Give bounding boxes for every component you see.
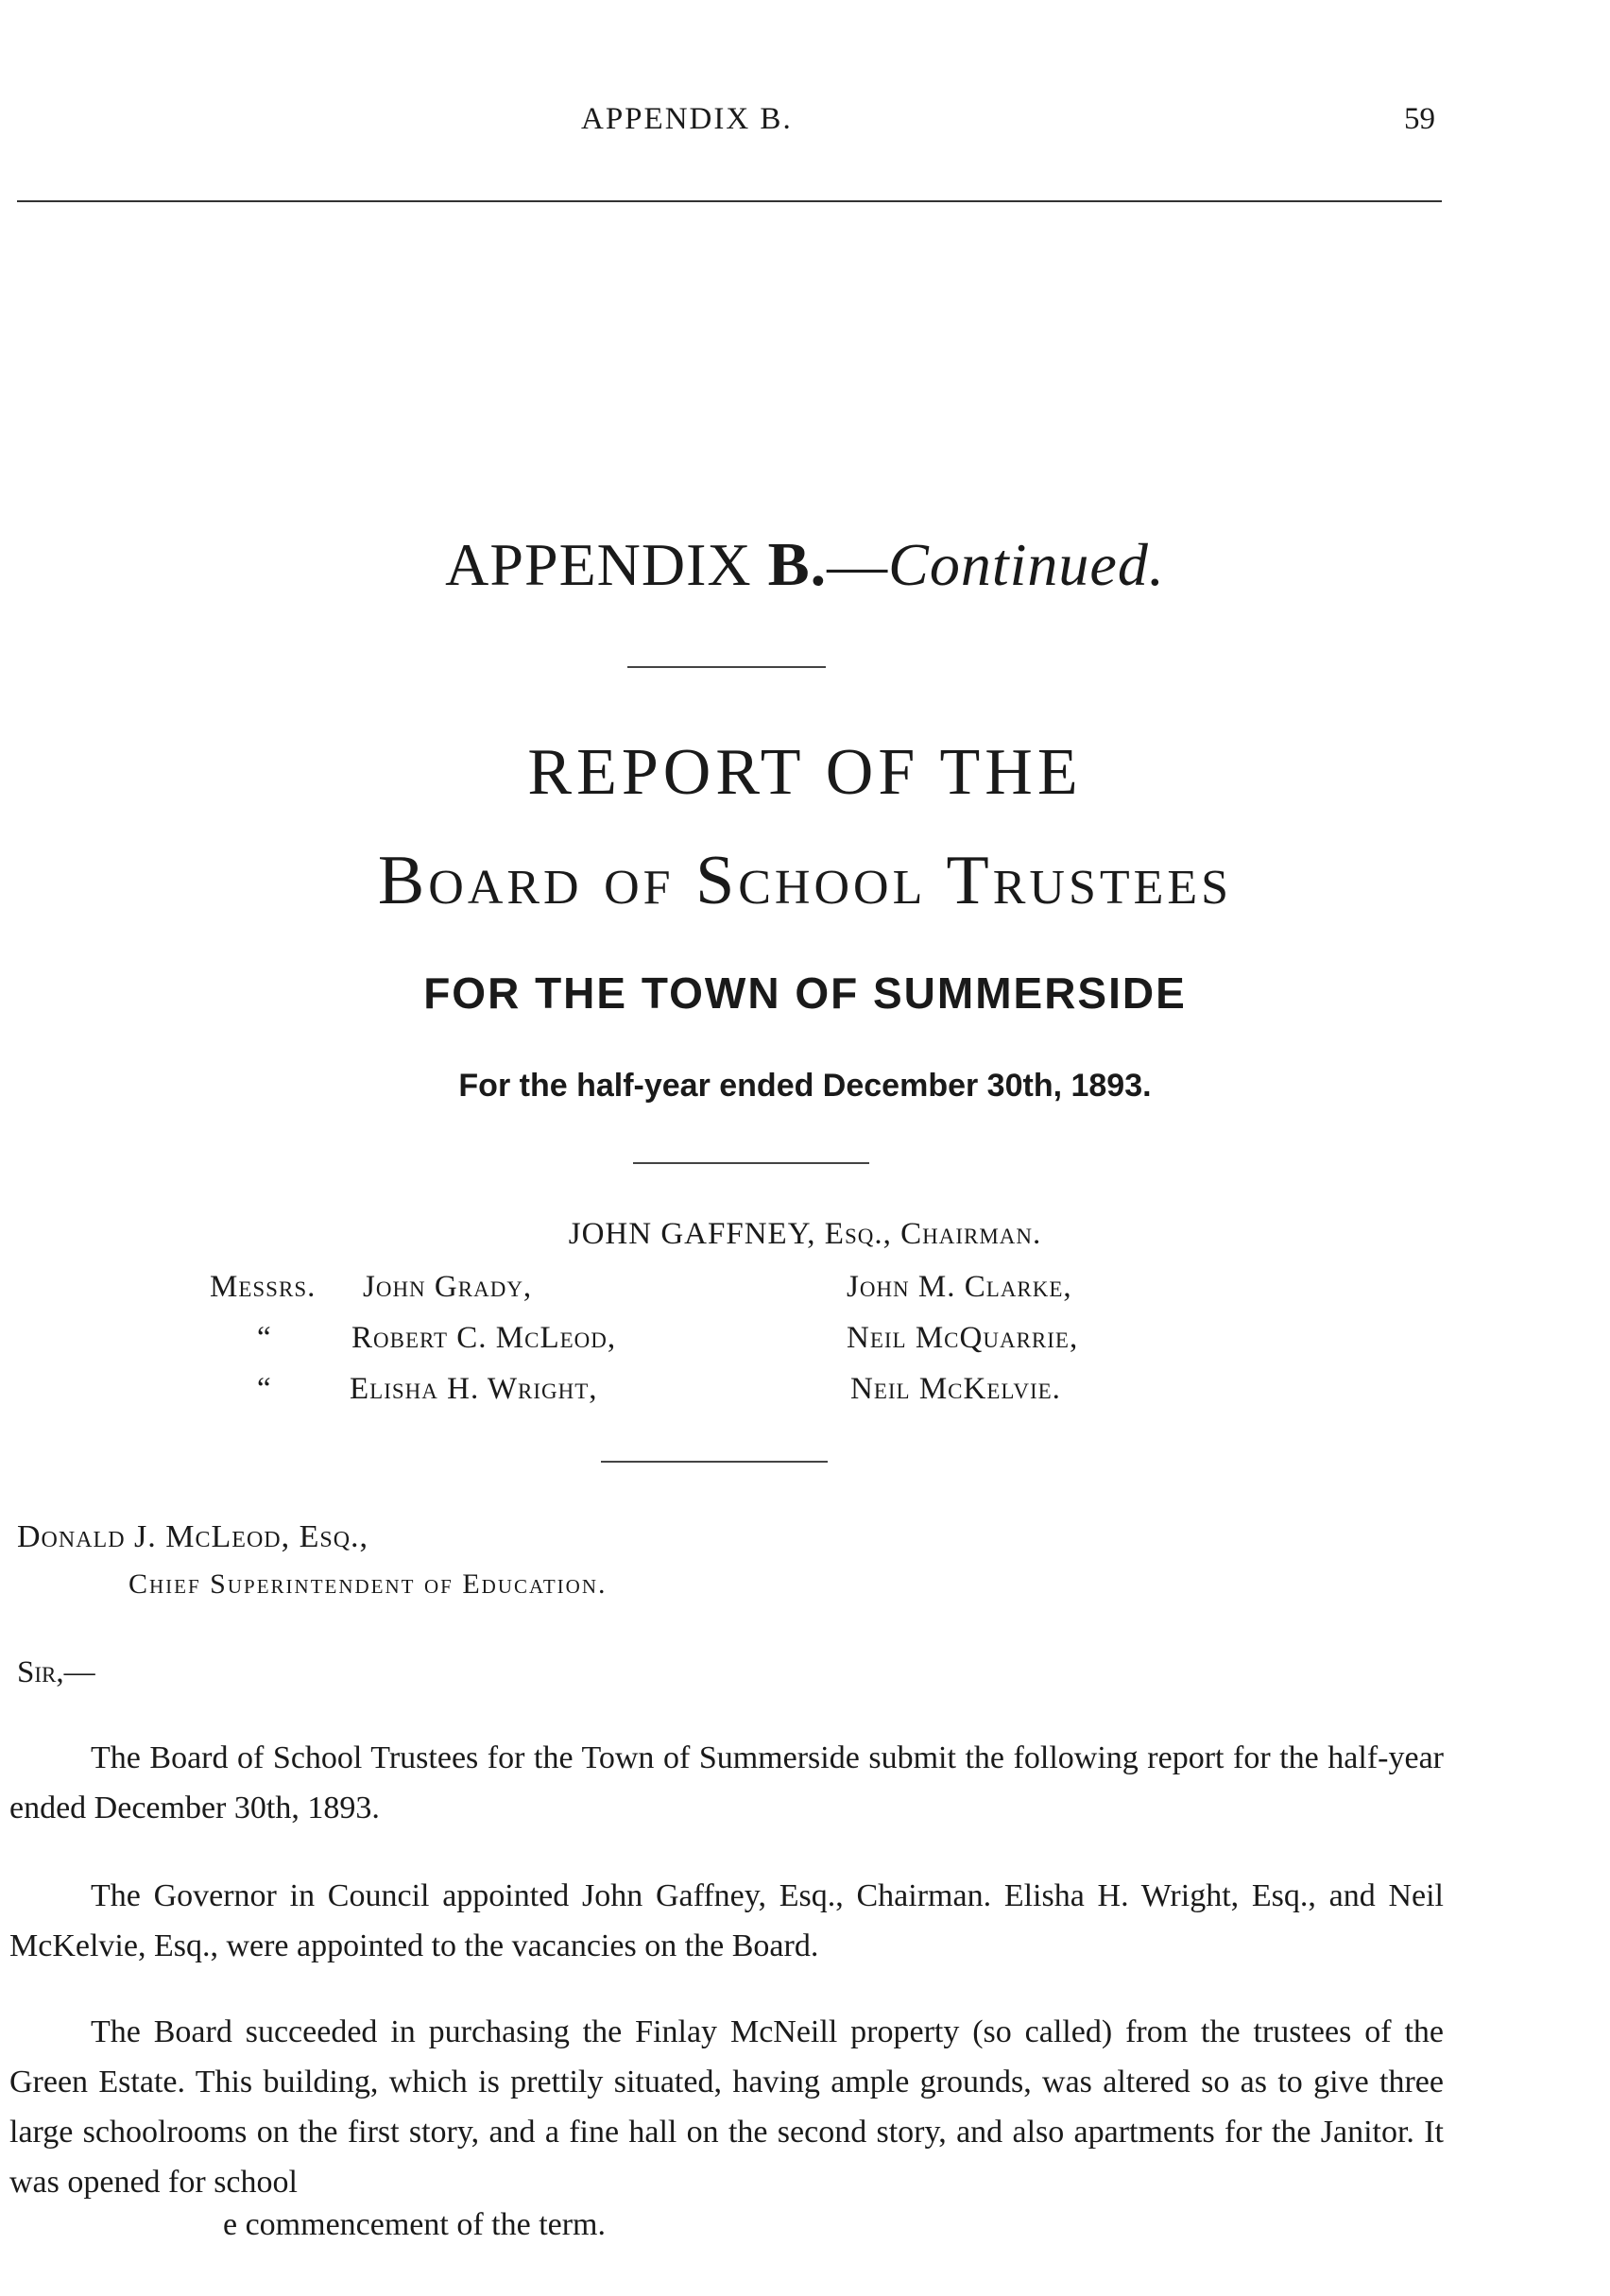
messrs-label: Messrs.: [210, 1270, 317, 1304]
trustee-left-2: Robert C. McLeod,: [351, 1321, 617, 1355]
paragraph-3: The Board succeeded in purchasing the Finlay McNeill property (so called) from the trustees of the Green Estate. This building, which is prettily situated, having ample grounds, was altered so as to give three large schoolrooms on the first story, and a fine hall on the second story, and also apartments for the Janitor. It was opened for school: [9, 2014, 1444, 2200]
appendix-word: APPENDIX: [445, 531, 752, 598]
appendix-letter: B.: [767, 530, 828, 599]
paragraph-2: The Governor in Council appointed John Gaffney, Esq., Chairman. Elisha H. Wright, Esq., and Neil McKelvie, Esq., were appointed to the vacancies on the Board.: [9, 1878, 1444, 1963]
trustee-right-3: Neil McKelvie.: [850, 1372, 1061, 1406]
report-heading: REPORT OF THE: [527, 736, 1083, 809]
ditto-mark-2: “: [257, 1372, 272, 1406]
header-rule: [17, 200, 1442, 202]
chairman-role: Chairman.: [900, 1217, 1042, 1251]
divider-rule-3: [601, 1461, 828, 1463]
divider-rule-2: [633, 1162, 869, 1164]
paragraph-3-continuation: e commencement of the term.: [223, 2207, 606, 2242]
trustee-left-3: Elisha H. Wright,: [350, 1372, 598, 1406]
ditto-mark-1: “: [257, 1321, 272, 1355]
addressee-title: Chief Superintendent of Education.: [128, 1568, 608, 1600]
running-header: [0, 102, 1610, 140]
continued-label: Continued.: [888, 531, 1165, 598]
chairman-name: JOHN GAFFNEY,: [568, 1217, 816, 1251]
divider-rule-1: [627, 666, 826, 668]
appendix-title: [0, 529, 1610, 601]
running-title: APPENDIX B.: [581, 102, 793, 136]
paragraph-1: The Board of School Trustees for the Town of Summerside submit the following report for the half-year ended December 30th, 1893.: [9, 1740, 1444, 1825]
chairman-esq: Esq.,: [824, 1217, 892, 1251]
salutation: Sir,—: [17, 1655, 95, 1689]
town-heading: FOR THE TOWN OF SUMMERSIDE: [423, 968, 1187, 1018]
addressee-name: Donald J. McLeod, Esq.,: [17, 1519, 369, 1554]
page-number: 59: [1404, 102, 1435, 136]
chairman-line: [0, 1217, 1610, 1252]
title-dash: —: [827, 531, 889, 598]
trustee-right-2: Neil McQuarrie,: [847, 1321, 1079, 1355]
board-heading: Board of School Trustees: [377, 842, 1233, 919]
period-heading: For the half-year ended December 30th, 1893.: [458, 1068, 1152, 1104]
trustee-right-1: John M. Clarke,: [847, 1270, 1072, 1304]
trustee-left-1: John Grady,: [363, 1270, 533, 1304]
